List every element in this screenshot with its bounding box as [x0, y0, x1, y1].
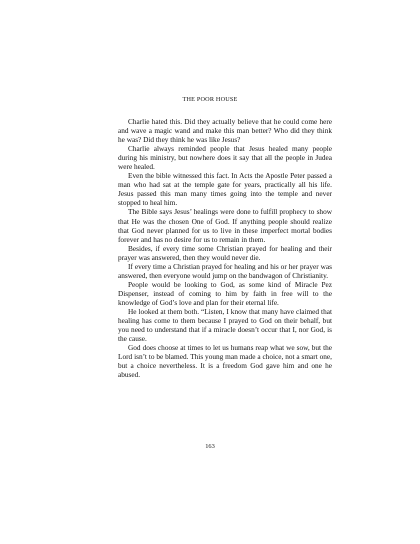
paragraph: God does choose at times to let us humans reap what we sow, but the Lord isn’t to be blamed. This young man made a choice, not a smart one, but a choice nevertheless. It is a freedom God gave him and one he abused. — [118, 343, 332, 380]
paragraph: He looked at them both. “Listen, I know that many have claimed that healing has come to them because I prayed to God on their behalf, but you need to understand that if a miracle doesn’t occur that I, nor God, is the cause. — [118, 306, 332, 344]
running-head: THE POOR HOUSE — [182, 96, 238, 103]
paragraph: If every time a Christian prayed for healing and his or her prayer was answered, then everyone would jump on the bandwagon of Christianity. — [118, 261, 332, 280]
paragraph: The Bible says Jesus’ healings were done to fulfill prophecy to show that He was the chosen One of God. If anything people should realize that God never planned for us to live in these imperfect mortal bodies forever and has no desire for us to remain in them. — [118, 207, 332, 244]
body-text — [118, 117, 332, 379]
paragraph: Charlie always reminded people that Jesus healed many people during his ministry, but nowhere does it say that all the people in Judea were healed. — [118, 144, 332, 172]
page-number: 163 — [205, 443, 215, 450]
paragraph: People would be looking to God, as some kind of Miracle Pez Dispenser, instead of coming to him by faith in free will to the knowledge of God’s love and plan for their eternal life. — [118, 279, 332, 307]
paragraph: Besides, if every time some Christian prayed for healing and their prayer was answered, then they would never die. — [118, 243, 332, 262]
paragraph: Even the bible witnessed this fact. In Acts the Apostle Peter passed a man who had sat at the temple gate for years, practically all his life. Jesus passed this man many times going into the temple and never stopped to heal him. — [118, 171, 332, 208]
paragraph: Charlie hated this. Did they actually believe that he could come here and wave a magic wand and make this man better? Who did they think he was? Did they think he was like Jesus? — [118, 117, 332, 145]
